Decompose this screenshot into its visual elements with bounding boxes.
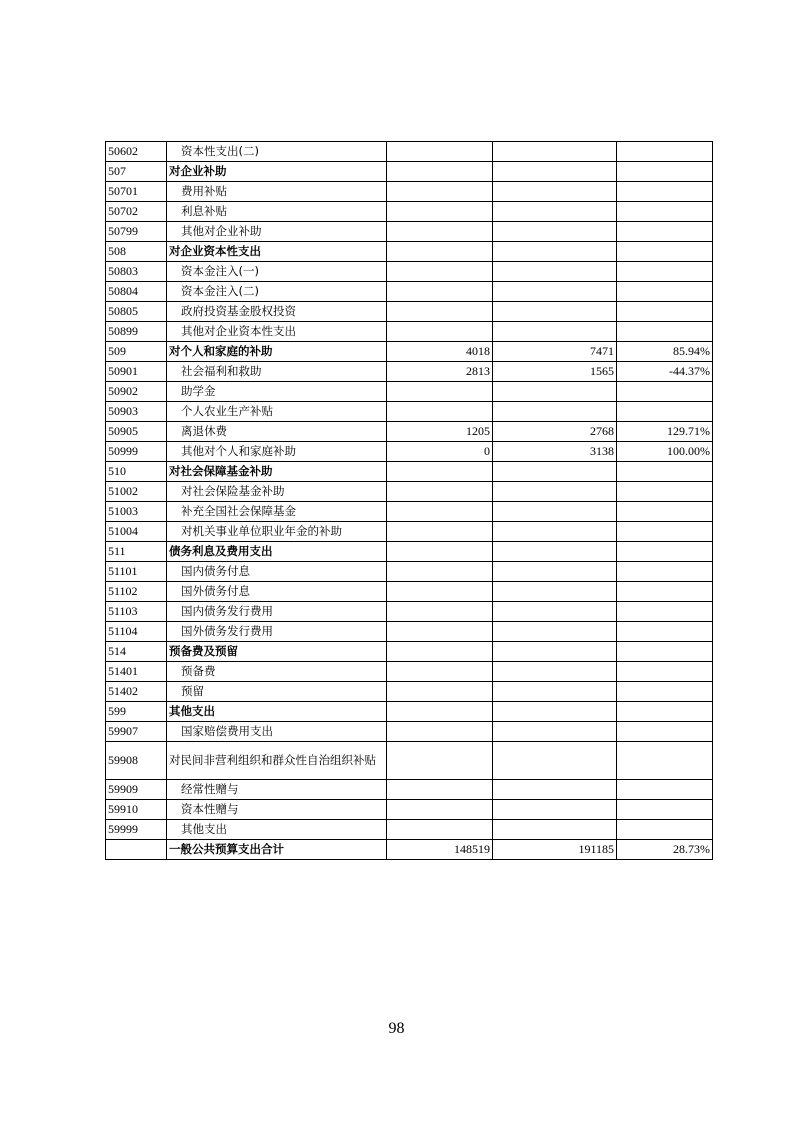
prior-amount-cell: 148519: [387, 840, 493, 860]
account-name-cell: 对个人和家庭的补助: [167, 342, 387, 362]
account-name-cell: 对企业补助: [167, 162, 387, 182]
account-name-cell: 资本性支出(二): [167, 142, 387, 162]
growth-rate-cell: [617, 642, 713, 662]
growth-rate-cell: [617, 722, 713, 742]
table-row: [106, 522, 713, 542]
account-name-cell: 国外债务付息: [167, 582, 387, 602]
current-amount-cell: [493, 642, 617, 662]
account-code-cell: 59909: [106, 780, 167, 800]
account-code-cell: 50602: [106, 142, 167, 162]
account-code-cell: 59999: [106, 820, 167, 840]
account-name-cell: 资本性赠与: [167, 800, 387, 820]
prior-amount-cell: [387, 742, 493, 780]
account-code-cell: 508: [106, 242, 167, 262]
current-amount-cell: [493, 800, 617, 820]
table-row: [106, 242, 713, 262]
growth-rate-cell: [617, 800, 713, 820]
table-row: [106, 820, 713, 840]
table-row: [106, 542, 713, 562]
current-amount-cell: 7471: [493, 342, 617, 362]
account-name-cell: 其他对企业补助: [167, 222, 387, 242]
prior-amount-cell: [387, 462, 493, 482]
table-row: [106, 202, 713, 222]
account-name-cell: 对企业资本性支出: [167, 242, 387, 262]
account-code-cell: 51401: [106, 662, 167, 682]
growth-rate-cell: [617, 462, 713, 482]
prior-amount-cell: 0: [387, 442, 493, 462]
table-row: [106, 422, 713, 442]
current-amount-cell: [493, 522, 617, 542]
growth-rate-cell: [617, 622, 713, 642]
account-code-cell: 59908: [106, 742, 167, 780]
growth-rate-cell: [617, 382, 713, 402]
current-amount-cell: [493, 402, 617, 422]
table-row: [106, 402, 713, 422]
page-number: 98: [388, 1020, 405, 1037]
account-name-cell: 预备费: [167, 662, 387, 682]
current-amount-cell: 1565: [493, 362, 617, 382]
table-row: [106, 482, 713, 502]
growth-rate-cell: [617, 502, 713, 522]
account-name-cell: 对社会保险基金补助: [167, 482, 387, 502]
budget-expenditure-table: [105, 141, 713, 860]
account-code-cell: 599: [106, 702, 167, 722]
prior-amount-cell: [387, 502, 493, 522]
growth-rate-cell: [617, 582, 713, 602]
current-amount-cell: [493, 502, 617, 522]
current-amount-cell: [493, 722, 617, 742]
account-code-cell: 51002: [106, 482, 167, 502]
current-amount-cell: [493, 202, 617, 222]
account-code-cell: 50905: [106, 422, 167, 442]
prior-amount-cell: [387, 262, 493, 282]
prior-amount-cell: 4018: [387, 342, 493, 362]
table-row: [106, 840, 713, 860]
account-code-cell: 51402: [106, 682, 167, 702]
growth-rate-cell: [617, 482, 713, 502]
current-amount-cell: 2768: [493, 422, 617, 442]
account-code-cell: 59910: [106, 800, 167, 820]
account-code-cell: 514: [106, 642, 167, 662]
account-code-cell: 59907: [106, 722, 167, 742]
account-name-cell: 对社会保障基金补助: [167, 462, 387, 482]
current-amount-cell: [493, 462, 617, 482]
prior-amount-cell: [387, 582, 493, 602]
prior-amount-cell: [387, 622, 493, 642]
current-amount-cell: [493, 382, 617, 402]
account-code-cell: 511: [106, 542, 167, 562]
account-name-cell: 其他对个人和家庭补助: [167, 442, 387, 462]
table-row: [106, 262, 713, 282]
growth-rate-cell: [617, 742, 713, 780]
prior-amount-cell: [387, 662, 493, 682]
prior-amount-cell: [387, 302, 493, 322]
current-amount-cell: [493, 820, 617, 840]
account-code-cell: 509: [106, 342, 167, 362]
account-name-cell: 利息补贴: [167, 202, 387, 222]
current-amount-cell: [493, 482, 617, 502]
table-row: [106, 222, 713, 242]
table-row: [106, 182, 713, 202]
account-code-cell: 510: [106, 462, 167, 482]
table-row: [106, 302, 713, 322]
prior-amount-cell: [387, 202, 493, 222]
growth-rate-cell: [617, 562, 713, 582]
table-row: [106, 800, 713, 820]
account-name-cell: 其他支出: [167, 820, 387, 840]
growth-rate-cell: [617, 402, 713, 422]
account-name-cell: 其他支出: [167, 702, 387, 722]
growth-rate-cell: [617, 262, 713, 282]
account-name-cell: 预留: [167, 682, 387, 702]
account-name-cell: 其他对企业资本性支出: [167, 322, 387, 342]
account-name-cell: 离退休费: [167, 422, 387, 442]
growth-rate-cell: [617, 282, 713, 302]
table-row: [106, 562, 713, 582]
growth-rate-cell: -44.37%: [617, 362, 713, 382]
prior-amount-cell: [387, 482, 493, 502]
prior-amount-cell: 2813: [387, 362, 493, 382]
prior-amount-cell: [387, 562, 493, 582]
current-amount-cell: [493, 582, 617, 602]
account-name-cell: 债务利息及费用支出: [167, 542, 387, 562]
table-row: [106, 462, 713, 482]
current-amount-cell: [493, 562, 617, 582]
growth-rate-cell: [617, 302, 713, 322]
table-row: [106, 622, 713, 642]
account-code-cell: 50702: [106, 202, 167, 222]
account-name-cell: 国内债务付息: [167, 562, 387, 582]
prior-amount-cell: [387, 182, 493, 202]
account-name-cell: 补充全国社会保障基金: [167, 502, 387, 522]
account-name-cell: 对机关事业单位职业年金的补助: [167, 522, 387, 542]
growth-rate-cell: [617, 602, 713, 622]
account-code-cell: 51103: [106, 602, 167, 622]
account-name-cell: 国内债务发行费用: [167, 602, 387, 622]
table-body: [106, 142, 713, 860]
account-code-cell: 51102: [106, 582, 167, 602]
account-code-cell: 507: [106, 162, 167, 182]
account-code-cell: 50999: [106, 442, 167, 462]
prior-amount-cell: 1205: [387, 422, 493, 442]
growth-rate-cell: 129.71%: [617, 422, 713, 442]
account-code-cell: 50899: [106, 322, 167, 342]
account-code-cell: 50799: [106, 222, 167, 242]
current-amount-cell: [493, 262, 617, 282]
growth-rate-cell: [617, 162, 713, 182]
current-amount-cell: 3138: [493, 442, 617, 462]
account-name-cell: 国外债务发行费用: [167, 622, 387, 642]
account-name-cell: 一般公共预算支出合计: [167, 840, 387, 860]
account-code-cell: 50902: [106, 382, 167, 402]
table-row: [106, 742, 713, 780]
account-name-cell: 社会福利和救助: [167, 362, 387, 382]
account-name-cell: 助学金: [167, 382, 387, 402]
account-code-cell: 50804: [106, 282, 167, 302]
growth-rate-cell: [617, 780, 713, 800]
current-amount-cell: [493, 682, 617, 702]
growth-rate-cell: [617, 682, 713, 702]
growth-rate-cell: 28.73%: [617, 840, 713, 860]
table-row: [106, 442, 713, 462]
prior-amount-cell: [387, 382, 493, 402]
table-row: [106, 162, 713, 182]
current-amount-cell: [493, 742, 617, 780]
table-row: [106, 780, 713, 800]
account-name-cell: 资本金注入(一): [167, 262, 387, 282]
current-amount-cell: [493, 182, 617, 202]
table-row: [106, 662, 713, 682]
current-amount-cell: [493, 702, 617, 722]
growth-rate-cell: [617, 222, 713, 242]
prior-amount-cell: [387, 542, 493, 562]
growth-rate-cell: [617, 202, 713, 222]
account-name-cell: 政府投资基金股权投资: [167, 302, 387, 322]
account-code-cell: 51004: [106, 522, 167, 542]
table-row: [106, 502, 713, 522]
growth-rate-cell: [617, 142, 713, 162]
table-row: [106, 342, 713, 362]
account-code-cell: [106, 840, 167, 860]
prior-amount-cell: [387, 282, 493, 302]
growth-rate-cell: [617, 522, 713, 542]
table-row: [106, 722, 713, 742]
account-name-cell: 经常性赠与: [167, 780, 387, 800]
account-name-cell: 个人农业生产补贴: [167, 402, 387, 422]
account-code-cell: 50803: [106, 262, 167, 282]
current-amount-cell: [493, 222, 617, 242]
prior-amount-cell: [387, 702, 493, 722]
account-code-cell: 50701: [106, 182, 167, 202]
prior-amount-cell: [387, 780, 493, 800]
account-code-cell: 51104: [106, 622, 167, 642]
current-amount-cell: [493, 162, 617, 182]
table-row: [106, 322, 713, 342]
table-row: [106, 282, 713, 302]
prior-amount-cell: [387, 722, 493, 742]
current-amount-cell: [493, 780, 617, 800]
account-code-cell: 50805: [106, 302, 167, 322]
current-amount-cell: [493, 662, 617, 682]
growth-rate-cell: [617, 242, 713, 262]
prior-amount-cell: [387, 162, 493, 182]
growth-rate-cell: [617, 182, 713, 202]
current-amount-cell: [493, 242, 617, 262]
table-row: [106, 682, 713, 702]
account-code-cell: 50901: [106, 362, 167, 382]
table-row: [106, 142, 713, 162]
growth-rate-cell: 85.94%: [617, 342, 713, 362]
growth-rate-cell: [617, 820, 713, 840]
current-amount-cell: [493, 322, 617, 342]
prior-amount-cell: [387, 142, 493, 162]
budget-table-container: [105, 141, 713, 860]
table-row: [106, 602, 713, 622]
current-amount-cell: [493, 282, 617, 302]
prior-amount-cell: [387, 522, 493, 542]
prior-amount-cell: [387, 402, 493, 422]
prior-amount-cell: [387, 642, 493, 662]
account-name-cell: 对民间非营利组织和群众性自治组织补贴: [167, 742, 387, 780]
prior-amount-cell: [387, 322, 493, 342]
prior-amount-cell: [387, 682, 493, 702]
table-row: [106, 702, 713, 722]
table-row: [106, 582, 713, 602]
table-row: [106, 362, 713, 382]
account-name-cell: 国家赔偿费用支出: [167, 722, 387, 742]
current-amount-cell: [493, 142, 617, 162]
account-name-cell: 费用补贴: [167, 182, 387, 202]
prior-amount-cell: [387, 222, 493, 242]
account-code-cell: 51101: [106, 562, 167, 582]
account-name-cell: 资本金注入(二): [167, 282, 387, 302]
prior-amount-cell: [387, 800, 493, 820]
current-amount-cell: 191185: [493, 840, 617, 860]
prior-amount-cell: [387, 820, 493, 840]
account-code-cell: 51003: [106, 502, 167, 522]
account-code-cell: 50903: [106, 402, 167, 422]
growth-rate-cell: [617, 542, 713, 562]
current-amount-cell: [493, 602, 617, 622]
growth-rate-cell: [617, 702, 713, 722]
growth-rate-cell: [617, 322, 713, 342]
prior-amount-cell: [387, 602, 493, 622]
table-row: [106, 642, 713, 662]
growth-rate-cell: 100.00%: [617, 442, 713, 462]
current-amount-cell: [493, 622, 617, 642]
current-amount-cell: [493, 542, 617, 562]
account-name-cell: 预备费及预留: [167, 642, 387, 662]
prior-amount-cell: [387, 242, 493, 262]
table-row: [106, 382, 713, 402]
growth-rate-cell: [617, 662, 713, 682]
current-amount-cell: [493, 302, 617, 322]
